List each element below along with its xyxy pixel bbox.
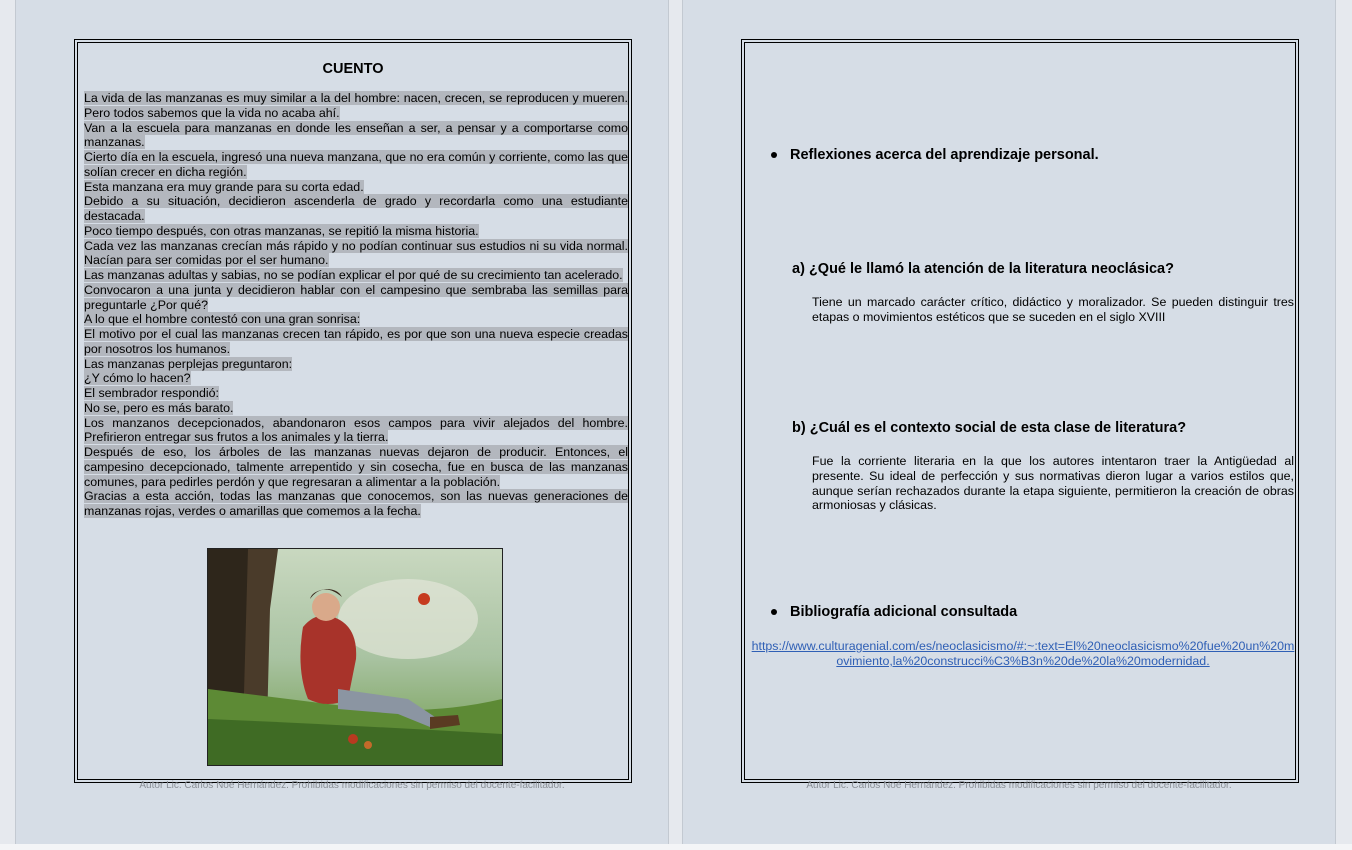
paragraph: El motivo por el cual las manzanas crecen tan rápido, es por que son una nueva especie creadas por nosotros los humanos. xyxy=(84,327,628,356)
paragraph: Después de eso, los árboles de las manzanas nuevas dejaron de producir. Entonces, el campesino decepcionado, talmente arrepentido y sin cosecha, fue en busca de las manzanas comunes, para pedirles perdón y que regresaran a alimentar a la población. xyxy=(84,445,628,489)
bullet-dot-icon xyxy=(771,609,777,615)
page-footer: Autor Lic. Carlos Noé Hernández. Prohibidas modificaciones sin permiso del docente-facilitador. xyxy=(139,780,565,791)
paragraph: Las manzanas perplejas preguntaron: xyxy=(84,356,293,371)
bibliography-link[interactable]: https://www.culturagenial.com/es/neoclasicismo/#:~:text=El%20neoclasicismo%20fue%20un%20movimiento,la%20construcci%C3%B3n%20de%20la%20modernidad. xyxy=(751,639,1295,668)
answer-b-text[interactable]: Fue la corriente literaria en la que los autores intentaron traer la Antigüedad al presente. Su ideal de perfección y sus normativas dieron lugar a varios estilos que, aunque serían rechazados durante la etapa siguiente, permitieron la creación de obras armoniosas y clásicas. xyxy=(812,454,1294,513)
paragraph: Debido a su situación, decidieron ascenderla de grado y recordarla como una estudiante destacada. xyxy=(84,194,628,223)
paragraph: Cada vez las manzanas crecían más rápido y no podían continuar sus estudios ni su vida normal. Nacían para ser comidas por el ser humano. xyxy=(84,238,628,268)
story-title: CUENTO xyxy=(322,61,384,77)
page-border-frame xyxy=(741,39,1299,783)
page-footer: Autor Lic. Carlos Noé Hernández. Prohibidas modificaciones sin permiso del docente-facilitador. xyxy=(806,780,1232,791)
paragraph: Los manzanos decepcionados, abandonaron esos campos para vivir alejados del hombre. Prefirieron entregar sus frutos a los animales y la tierra. xyxy=(84,415,628,445)
bullet-dot-icon xyxy=(771,152,777,158)
paragraph: No se, pero es más barato. xyxy=(84,400,234,415)
story-text[interactable] xyxy=(84,91,628,519)
paragraph: Gracias a esta acción, todas las manzanas que conocemos, son las nuevas generaciones de manzanas rojas, verdes o amarillas que comemos a la fecha. xyxy=(84,489,628,518)
question-a-label: a) xyxy=(792,261,805,277)
paragraph: Las manzanas adultas y sabias, no se podían explicar el por qué de su crecimiento tan acelerado. xyxy=(84,268,623,282)
question-a-heading xyxy=(792,261,1174,277)
paragraph: A lo que el hombre contestó con una gran sonrisa: xyxy=(84,312,361,327)
paragraph: El sembrador respondió: xyxy=(84,386,219,400)
answer-a-text[interactable]: Tiene un marcado carácter crítico, didáctico y moralizador. Se pueden distinguir tres etapas o movimientos estéticos que se suceden en el siglo XVIII xyxy=(812,295,1294,324)
document-page-2 xyxy=(682,0,1336,844)
page-border-inner xyxy=(744,42,1296,780)
paragraph: Convocaron a una junta y decidieron hablar con el campesino que sembraba las semillas para preguntarle ¿Por qué? xyxy=(84,282,628,312)
page-border-frame xyxy=(74,39,632,783)
paragraph: La vida de las manzanas es muy similar a la del hombre: nacen, crecen, se reproducen y mueren. Pero todos sabemos que la vida no acaba ahí. xyxy=(84,91,628,120)
paragraph: Esta manzana era muy grande para su corta edad. xyxy=(84,179,364,194)
paragraph: Poco tiempo después, con otras manzanas, se repitió la misma historia. xyxy=(84,223,479,238)
paragraph: ¿Y cómo lo hacen? xyxy=(84,371,191,386)
question-b-label: b) xyxy=(792,420,806,436)
bullet-heading-bibliography: Bibliografía adicional consultada xyxy=(790,604,1017,620)
question-a-text: ¿Qué le llamó la atención de la literatura neoclásica? xyxy=(808,261,1174,277)
bullet-heading-reflections: Reflexiones acerca del aprendizaje personal. xyxy=(790,147,1099,163)
document-page-1 xyxy=(15,0,669,844)
question-b-heading xyxy=(792,420,1186,436)
bottom-status-strip xyxy=(0,844,1352,850)
illustration-image xyxy=(208,549,502,765)
question-b-text: ¿Cuál es el contexto social de esta clase de literatura? xyxy=(809,420,1187,436)
paragraph: Van a la escuela para manzanas en donde les enseñan a ser, a pensar y a comportarse como manzanas. xyxy=(84,120,628,150)
story-illustration[interactable] xyxy=(207,548,503,766)
paragraph: Cierto día en la escuela, ingresó una nueva manzana, que no era común y corriente, como las que solían crecer en dicha región. xyxy=(84,150,628,179)
page-border-inner xyxy=(77,42,629,780)
